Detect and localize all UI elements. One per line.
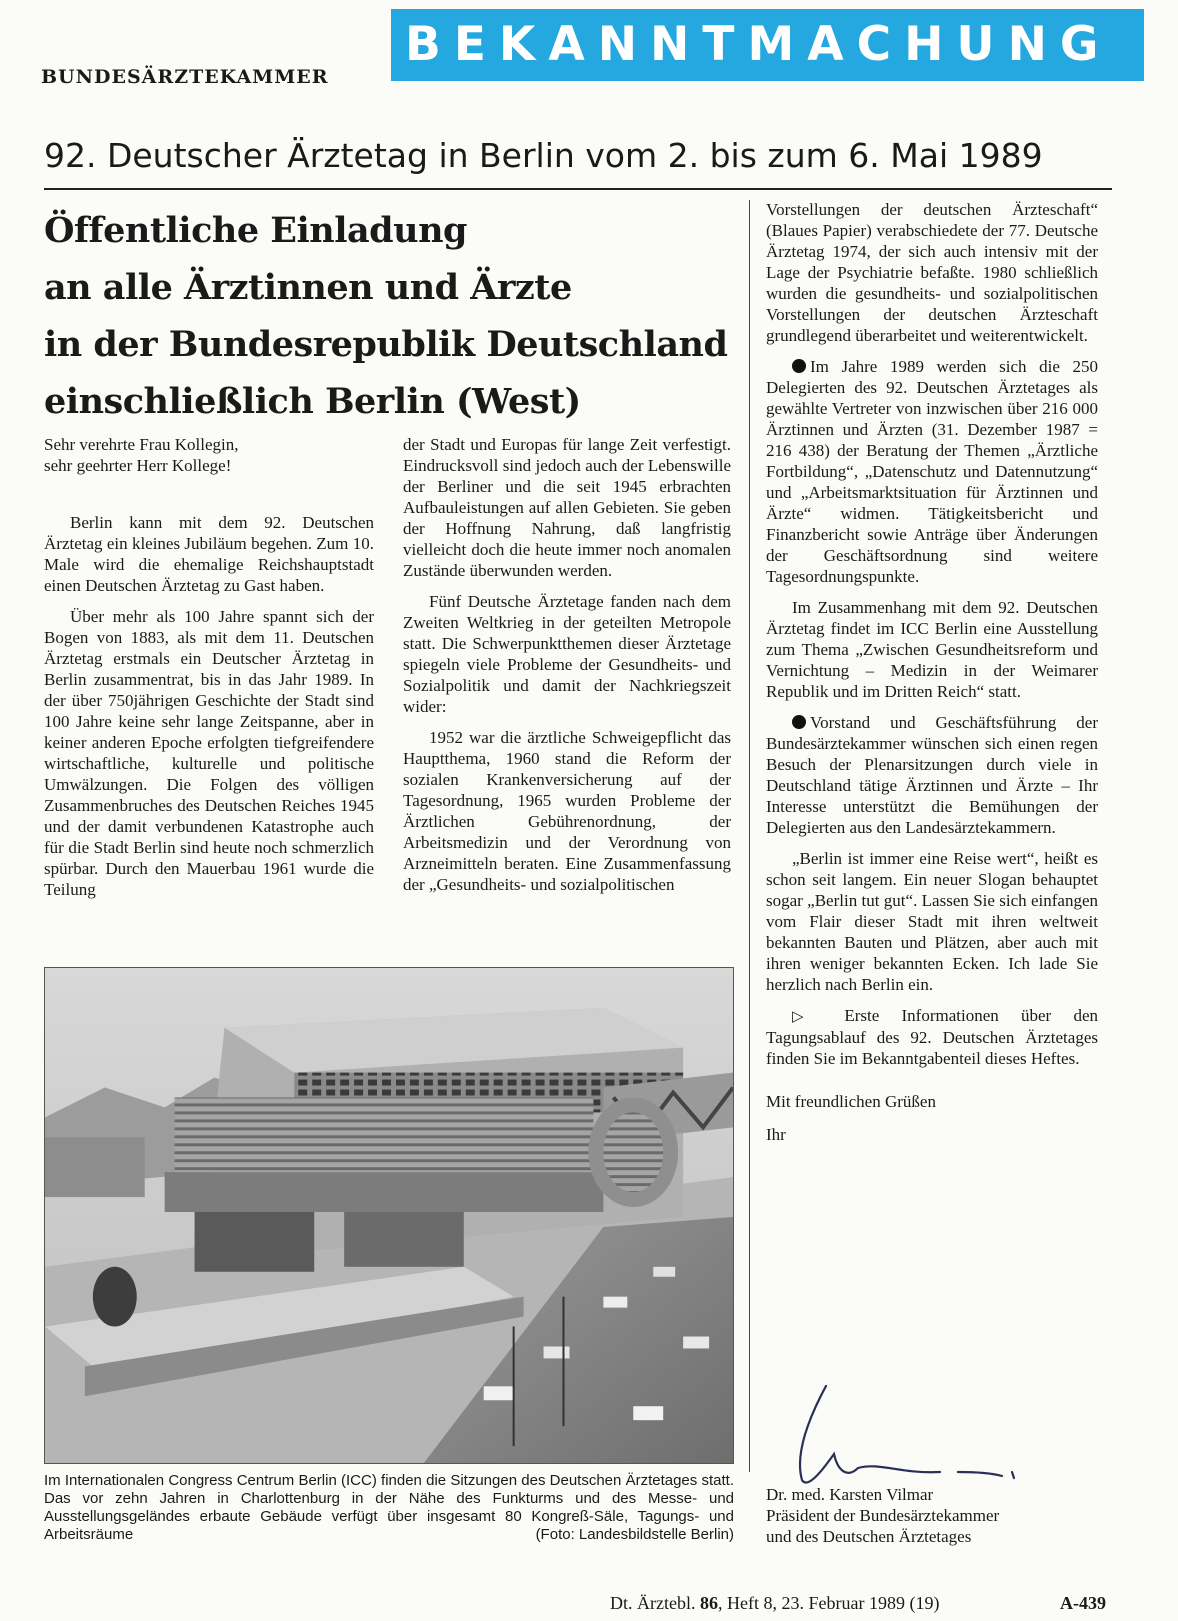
paragraph (766, 356, 1098, 587)
signer-title: und des Deutschen Ärztetages (766, 1527, 972, 1546)
headline-line: einschließlich Berlin (West) (44, 381, 581, 422)
headline-line: Öffentliche Einladung (44, 210, 468, 251)
journal-reference (610, 1593, 939, 1614)
closing: Mit freundlichen Grüßen (766, 1092, 936, 1111)
photo-caption (44, 1472, 734, 1544)
icc-building-photo (44, 967, 734, 1464)
headline-line: in der Bundesrepublik Deutschland (44, 324, 728, 365)
paragraph: Über mehr als 100 Jahre spannt sich der Bogen von 1883, als mit dem 11. Deutschen Ärztetag erstmals ein Deutscher Ärztetag in Berlin zusammentrat, bis in das Jahr 1989. In der über 750jährigen Geschichte der Stadt sind 100 Jahre keine sehr lange Zeitspanne, aber in keiner anderen Epoche erfolgten tiefgreifendere wirtschaftliche, kulturelle und politische Umwälzungen. Die Folgen des völligen Zusammenbruches des Deutschen Reiches 1945 und der damit verbundenen Katastrophe auch für die Stadt Berlin sind heute noch schmerzlich spürbar. Durch den Mauerbau 1961 wurde die Teilung (44, 607, 374, 899)
paragraph (766, 712, 1098, 838)
bullet-icon (792, 359, 806, 373)
salutation-line: Sehr verehrte Frau Kollegin, (44, 435, 239, 454)
headline-line: an alle Ärztinnen und Ärzte (44, 267, 572, 308)
journal-issue: , Heft 8, 23. Februar 1989 (19) (717, 1593, 940, 1613)
handwritten-signature (790, 1382, 1020, 1492)
paragraph: Berlin kann mit dem 92. Deutschen Ärztetag ein kleines Jubiläum begehen. Zum 10. Male wird die ehemalige Reichshauptstadt einen Deutschen Ärztetag zu Gast haben. (44, 513, 374, 595)
paragraph-text: Vorstand und Geschäftsführung der Bundesärztekammer wünschen sich einen regen Besuch der Plenarsitzungen durch viele in Deutschland tätige Ärztinnen und Ärzte – Ihr Interesse unterstützt die Bemühungen der Delegierten aus den Landesärztekammern. (766, 713, 1098, 837)
salutation-line: sehr geehrter Herr Kollege! (44, 456, 232, 475)
paragraph: Vorstellungen der deutschen Ärzteschaft“ (Blaues Papier) verabschiedete der 77. Deutsche Ärztetag 1974, der sich auch intensiv mit der Lage der Psychiatrie befaßte. 1980 schließlich wurden die gesundheits- und sozialpolitischen Vorstellungen der deutschen Ärzteschaft grundlegend überarbeitet und weiterentwickelt. (766, 200, 1098, 345)
paragraph: „Berlin ist immer eine Reise wert“, heißt es schon seit langem. Ein neuer Slogan behauptet sogar „Berlin tut gut“. Lassen Sie sich einfangen vom Flair dieser Stadt mit ihren weltweit bekannten Bauten und Plätzen, aber auch mit ihren weniger bekannten Ecken. Ich lade Sie herzlich nach Berlin ein. (766, 849, 1098, 994)
text-column-2 (403, 434, 731, 905)
signer-title: Präsident der Bundesärztekammer (766, 1506, 1000, 1525)
column-separator (749, 200, 750, 1472)
page-number: A-439 (1060, 1593, 1106, 1613)
signer-name: Dr. med. Karsten Vilmar (766, 1485, 934, 1504)
triangle-right-icon: ▷ (792, 1007, 845, 1025)
signoff (766, 1484, 1106, 1547)
text-column-1 (44, 434, 374, 910)
paragraph-text: Erste Informationen über den Tagungsablauf des 92. Deutschen Ärztetages finden Sie im Bekanntgabenteil dieses Heftes. (766, 1006, 1098, 1068)
journal-name: Dt. Ärztebl. (610, 1593, 696, 1613)
paragraph: Im Zusammenhang mit dem 92. Deutschen Ärztetag findet im ICC Berlin eine Ausstellung zum Thema „Zwischen Gesundheitsreform und Vernichtung – Medizin in der Weimarer Republik und im Dritten Reich“ statt. (766, 598, 1098, 701)
paragraph: Fünf Deutsche Ärztetage fanden nach dem Zweiten Weltkrieg in der geteilten Metropole statt. Die Schwerpunktthemen dieser Ärztetage spiegeln viele Probleme der Gesundheits- und Sozialpolitik und damit der Nachkriegszeit wider: (403, 592, 731, 716)
text-column-3 (766, 199, 1098, 1145)
paragraph: der Stadt und Europas für lange Zeit verfestigt. Eindrucksvoll sind jedoch auch der Lebenswille der Berliner und die seit 1945 erbrachten Aufbauleistungen auf allen Gebieten. Sie geben der Hoffnung Nahrung, daß langfristig vielleicht doch die heute immer noch anomalen Zustände überwunden werden. (403, 435, 731, 580)
caption-text: Im Internationalen Congress Centrum Berlin (ICC) finden die Sitzungen des Deutschen Ärztetages statt. Das vor zehn Jahren in Charlottenburg in der Nähe des Funkturms und des Messe- und Ausstellungsgeländes erbaute Gebäude verfügt über insgesamt 80 Kongreß-Säle, Tagungs- und Arbeitsräume (44, 1472, 734, 1543)
event-subheading: 92. Deutscher Ärztetag in Berlin vom 2. bis zum 6. Mai 1989 (44, 136, 1043, 175)
bullet-icon (792, 715, 806, 729)
closing-ihr: Ihr (766, 1125, 786, 1144)
paragraph (766, 1005, 1098, 1069)
photo-credit: (Foto: Landesbildstelle Berlin) (535, 1526, 734, 1543)
heading-rule (44, 188, 1112, 190)
paragraph-text: Im Jahre 1989 werden sich die 250 Delegierten des 92. Deutschen Ärztetages als gewählte Vertreter von inzwischen über 216 000 Ärztinnen und Ärzten (31. Dezember 1987 = 216 438) der Beratung der Themen „Ärztliche Fortbildung“, „Datenschutz und Datennutzung“ und „Arbeitsmarktsituation für Ärztinnen und Ärzte“ widmen. Tätigkeitsbericht und Finanzbericht sowie Anträge über Änderungen der Geschäftsordnung sind weitere Tagesordnungspunkte. (766, 357, 1098, 586)
paragraph: 1952 war die ärztliche Schweigepflicht das Hauptthema, 1960 stand die Reform der sozialen Krankenversicherung auf der Tagesordnung, 1965 wurden Probleme der Ärztlichen Gebührenordnung, der Arbeitsmedizin und der Verordnung von Arzneimitteln beraten. Eine Zusammenfassung der „Gesundheits- und sozialpolitischen (403, 728, 731, 894)
salutation (44, 434, 374, 476)
organization-name: BUNDESÄRZTEKAMMER (41, 66, 329, 88)
announcement-banner: BEKANNTMACHUNG (391, 9, 1144, 81)
journal-volume: 86 (699, 1593, 718, 1613)
headline (44, 202, 744, 430)
